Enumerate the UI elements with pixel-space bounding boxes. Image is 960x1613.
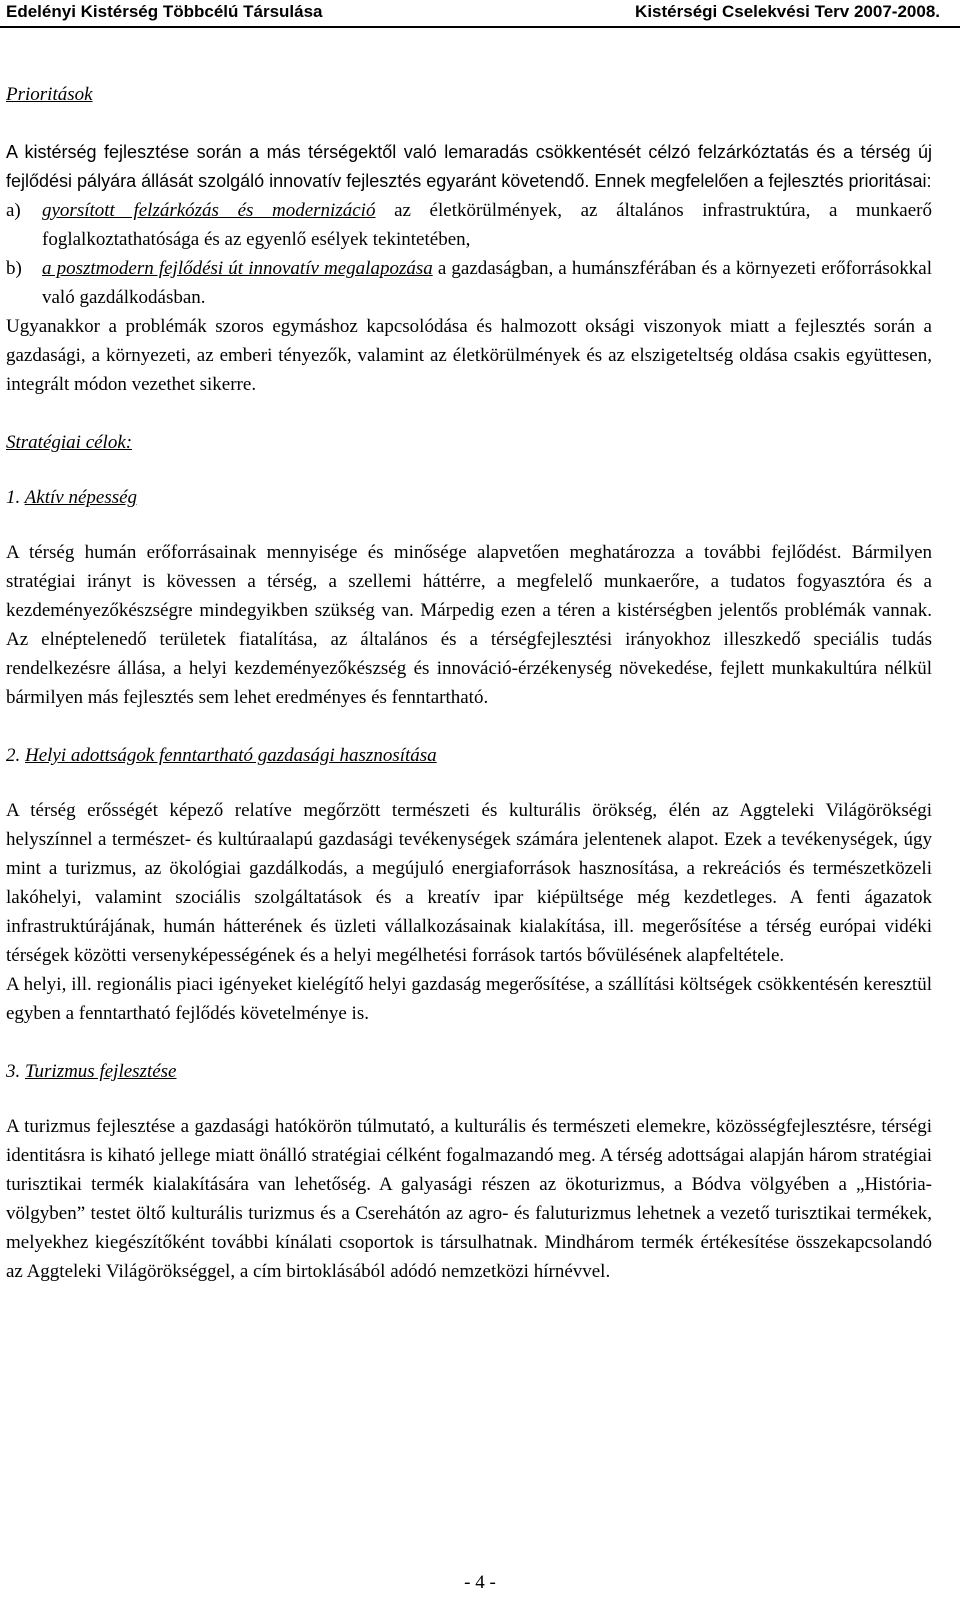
priorities-closing: Ugyanakkor a problémák szoros egymáshoz kapcsolódása és halmozott oksági viszonyok miatt a fejlesztés során a gazdasági, a környezeti, az emberi tényezők, valamint az életkörülmények és az elszigeteltség oldása csakis együttesen, integrált módon vezethet sikerre. (6, 316, 932, 395)
section-heading-2 (6, 741, 932, 770)
priority-item-a (6, 196, 932, 254)
priorities-intro: A kistérség fejlesztése során a más térségektől való lemaradás csökkentését célzó felzárkóztatás és a térség új fejlődési pályára állását szolgáló innovatív fejlesztés egyaránt követendő. Ennek megfelelően a fejlesztés prioritásai: (6, 142, 932, 191)
priority-item-label: b) (6, 258, 22, 279)
strategy-heading: Stratégiai célok: (6, 432, 133, 453)
header-document-title: Kistérségi Cselekvési Terv 2007-2008. (635, 2, 940, 21)
header-organization: Edelényi Kistérség Többcélú Társulása (6, 2, 323, 21)
section-heading-1 (6, 483, 932, 512)
section-title: Helyi adottságok fenntartható gazdasági hasznosítása (25, 745, 437, 766)
priority-item-emphasis: a posztmodern fejlődési út innovatív megalapozása (42, 258, 433, 279)
page-number: - 4 - (464, 1572, 496, 1593)
priorities-heading: Prioritások (6, 84, 93, 105)
document-body (6, 80, 932, 1286)
section-number: 1. (6, 487, 21, 508)
section-title: Turizmus fejlesztése (25, 1061, 177, 1082)
priority-item-b (6, 254, 932, 312)
priority-item-text: az életkörülmények, az általános infrastruktúra, a munkaerő foglalkoztathatósága és az egyenlő esélyek tekintetében, (42, 200, 932, 250)
page-header (0, 0, 960, 28)
priority-item-emphasis: gyorsított felzárkózás és modernizáció (42, 200, 376, 221)
section-heading-3 (6, 1057, 932, 1086)
priority-item-text: a gazdaságban, a humánszférában és a környezeti erőforrásokkal való gazdálkodásban. (42, 258, 932, 308)
section-2-paragraph-1: A térség erősségét képező relatíve megőrzött természeti és kulturális örökség, élén az Aggteleki Világörökségi helyszínnel a természet- és kultúraalapú gazdasági tevékenységek számára jelentenek alapot. Ezek a tevékenységek, úgy mint a turizmus, az ökológiai gazdálkodás, a megújuló energiaforrások hasznosítása, a rekreációs és természetközeli lakóhelyi, valamint szociális szolgáltatások és a kreatív ipar kiépültsége még kezdetleges. A fenti ágazatok infrastruktúrájának, humán hátterének és üzleti vállalkozásainak kialakítása, ill. megerősítése a térség európai vidéki térségek közötti versenyképességének és a helyi megélhetési források tartós bővülésének alapfeltétele. (6, 800, 932, 966)
section-number: 2. (6, 745, 21, 766)
section-1-paragraph: A térség humán erőforrásainak mennyisége és minősége alapvetően meghatározza a további fejlődést. Bármilyen stratégiai irányt is kövessen a térség, a szellemi háttérre, a megfelelő munkaerőre, a tudatos fogyasztóra és a kezdeményezőkészségre mindegyikben szükség van. Márpedig ezen a téren a kistérségben jelentős problémák vannak. Az elnéptelenedő területek fiatalítása, az általános és a térségfejlesztési irányokhoz illeszkedő speciális tudás rendelkezésre állása, a helyi kezdeményezőkészség és innováció-érzékenység növekedése, fejlett munkakultúra nélkül bármilyen más fejlesztés sem lehet eredményes és fenntartható. (6, 542, 932, 708)
section-number: 3. (6, 1061, 21, 1082)
section-2-paragraph-2: A helyi, ill. regionális piaci igényeket kielégítő helyi gazdaság megerősítése, a szállítási költségek csökkentésén keresztül egyben a fenntartható fejlődés követelménye is. (6, 974, 932, 1024)
section-title: Aktív népesség (24, 487, 138, 508)
section-3-paragraph: A turizmus fejlesztése a gazdasági hatókörön túlmutató, a kulturális és természeti elemekre, közösségfejlesztésre, térségi identitásra is kiható jellege miatt önálló stratégiai célként fogalmazandó meg. A térség adottságai alapján három stratégiai turisztikai termék kialakítására van lehetőség. A galyasági részen az ökoturizmus, a Bódva völgyében a „História-völgyben” testet öltő kulturális turizmus és a Cserehátón az agro- és faluturizmus lehetnek a vezető turisztikai termékek, melyekhez kiegészítőként további kínálati csoportok is társulhatnak. Mindhárom termék értékesítése összekapcsolandó az Aggteleki Világörökséggel, a cím birtoklásából adódó nemzetközi hírnévvel. (6, 1116, 932, 1282)
priority-item-label: a) (6, 200, 21, 221)
